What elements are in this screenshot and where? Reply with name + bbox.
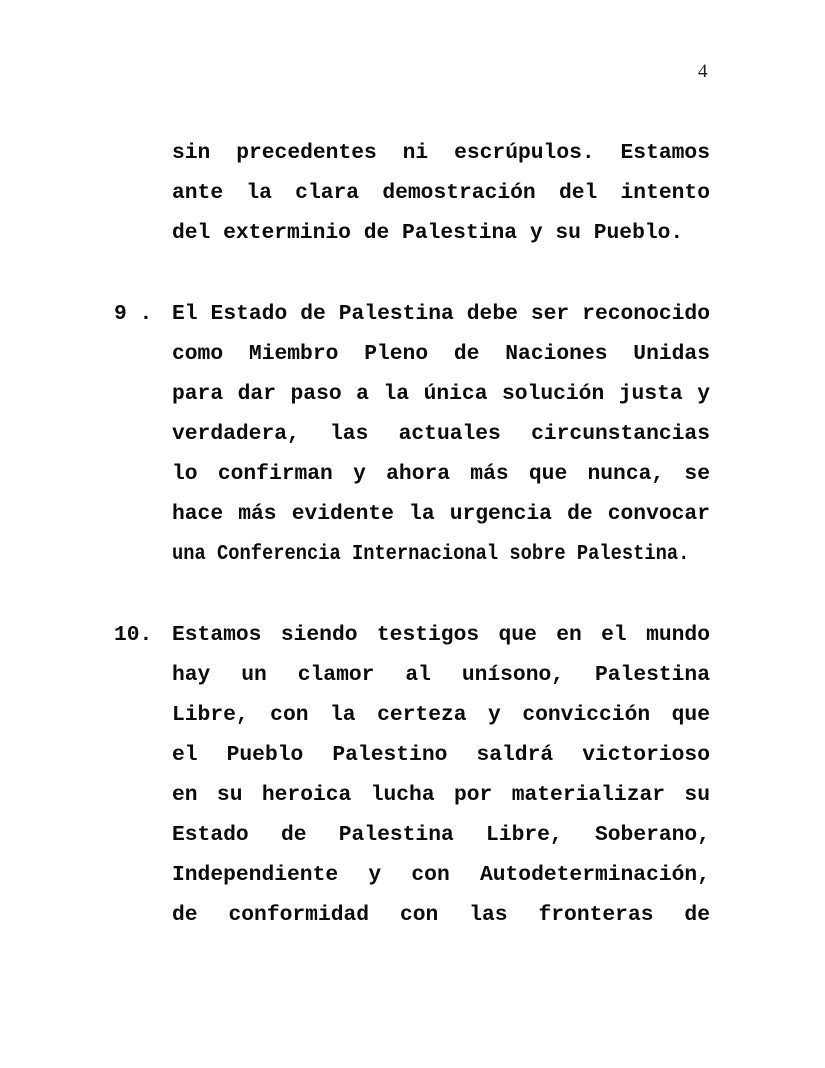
text-line: en su heroica lucha por materializar su [172,783,710,807]
text-line: de conformidad con las fronteras de [172,903,710,927]
text-line: verdadera, las actuales circunstancias [172,422,710,446]
text-line: sin precedentes ni escrúpulos. Estamos [172,141,710,165]
paragraph-continuation [114,133,714,253]
text-line: como Miembro Pleno de Naciones Unidas [172,342,710,366]
page-number: 4 [698,61,708,82]
text-line: El Estado de Palestina debe ser reconocido [172,302,710,326]
paragraph-lines [172,133,710,253]
paragraph-lines [172,615,710,935]
text-line: Estado de Palestina Libre, Soberano, [172,823,710,847]
text-line: Independiente y con Autodeterminación, [172,863,710,887]
text-line: del exterminio de Palestina y su Pueblo. [172,221,684,245]
paragraph-number: 10. [114,623,153,647]
paragraph-number: 9. [114,302,166,326]
text-line: ante la clara demostración del intento [172,181,710,205]
text-line: Estamos siendo testigos que en el mundo [172,623,710,647]
text-line: Libre, con la certeza y convicción que [172,703,710,727]
text-line: para dar paso a la única solución justa y [172,382,710,406]
text-line: el Pueblo Palestino saldrá victorioso [172,743,710,767]
text-line: lo confirman y ahora más que nunca, se [172,462,710,486]
text-line: hay un clamor al unísono, Palestina [172,663,710,687]
text-line: hace más evidente la urgencia de convocar [172,502,710,526]
paragraph-lines [172,294,710,574]
paragraph-10 [114,615,714,935]
text-line: una Conferencia Internacional sobre Palestina. [172,542,690,566]
paragraph-9 [114,294,714,574]
